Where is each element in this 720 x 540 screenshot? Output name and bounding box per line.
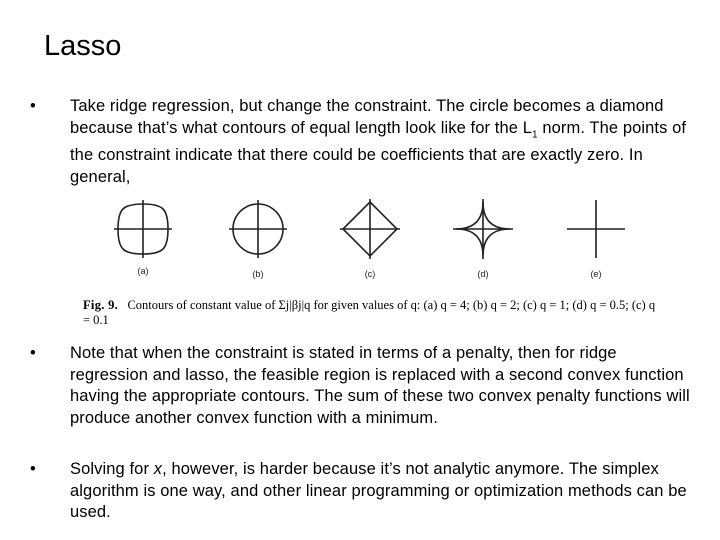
contour-panel-b: [229, 200, 287, 258]
contour-panel-e: [567, 200, 625, 258]
bullet-text: Note that when the constraint is stated in terms of a penalty, then for ridge regression and lasso, the feasible region is replaced with a second convex function having the appropriate contours. The sum of these two convex penalty functions will produce another convex function with a minimum.: [70, 344, 690, 427]
panel-label-d: (d): [477, 269, 489, 279]
panel-label-b: (b): [252, 269, 264, 279]
bullet-italic: x: [153, 460, 163, 478]
bullet-text-part: Solving for: [70, 460, 154, 478]
contour-panel-d: [453, 199, 513, 259]
bullet-marker: •: [30, 97, 36, 115]
contour-panel-a: [114, 200, 172, 258]
bullet-text: [70, 459, 690, 524]
figure-caption-text: Contours of constant value of Σj|βj|q for given values of q: (a) q = 4; (b) q = 2; (c) q = 1; (d) q = 0.5; (c) q = 0.1: [83, 298, 656, 327]
panel-label-a: (a): [137, 266, 149, 276]
bullet-text-part: norm. The points of the constraint indicate that there could be coefficients that are exactly zero. In general,: [70, 118, 687, 186]
bullet-marker: •: [30, 460, 36, 478]
panel-label-e: (e): [590, 269, 602, 279]
slide-title: Lasso: [44, 30, 122, 62]
bullet-marker: •: [30, 344, 36, 362]
bullet-text-part: Take ridge regression, but change the constraint. The circle becomes a diamond because that’s what contours of equal length look like for the L: [70, 97, 664, 137]
contour-panel-c: [340, 199, 400, 259]
bullet-text-part: , however, is harder because it’s not analytic anymore. The simplex algorithm is one way, and other linear programming or optimization methods can be used.: [70, 460, 687, 521]
bullet-subscript: 1: [531, 128, 538, 140]
bullet-text: [70, 96, 690, 188]
figure-caption-label: Fig. 9.: [83, 298, 119, 312]
figure-caption: [83, 298, 663, 328]
panel-label-c: (c): [364, 269, 376, 279]
